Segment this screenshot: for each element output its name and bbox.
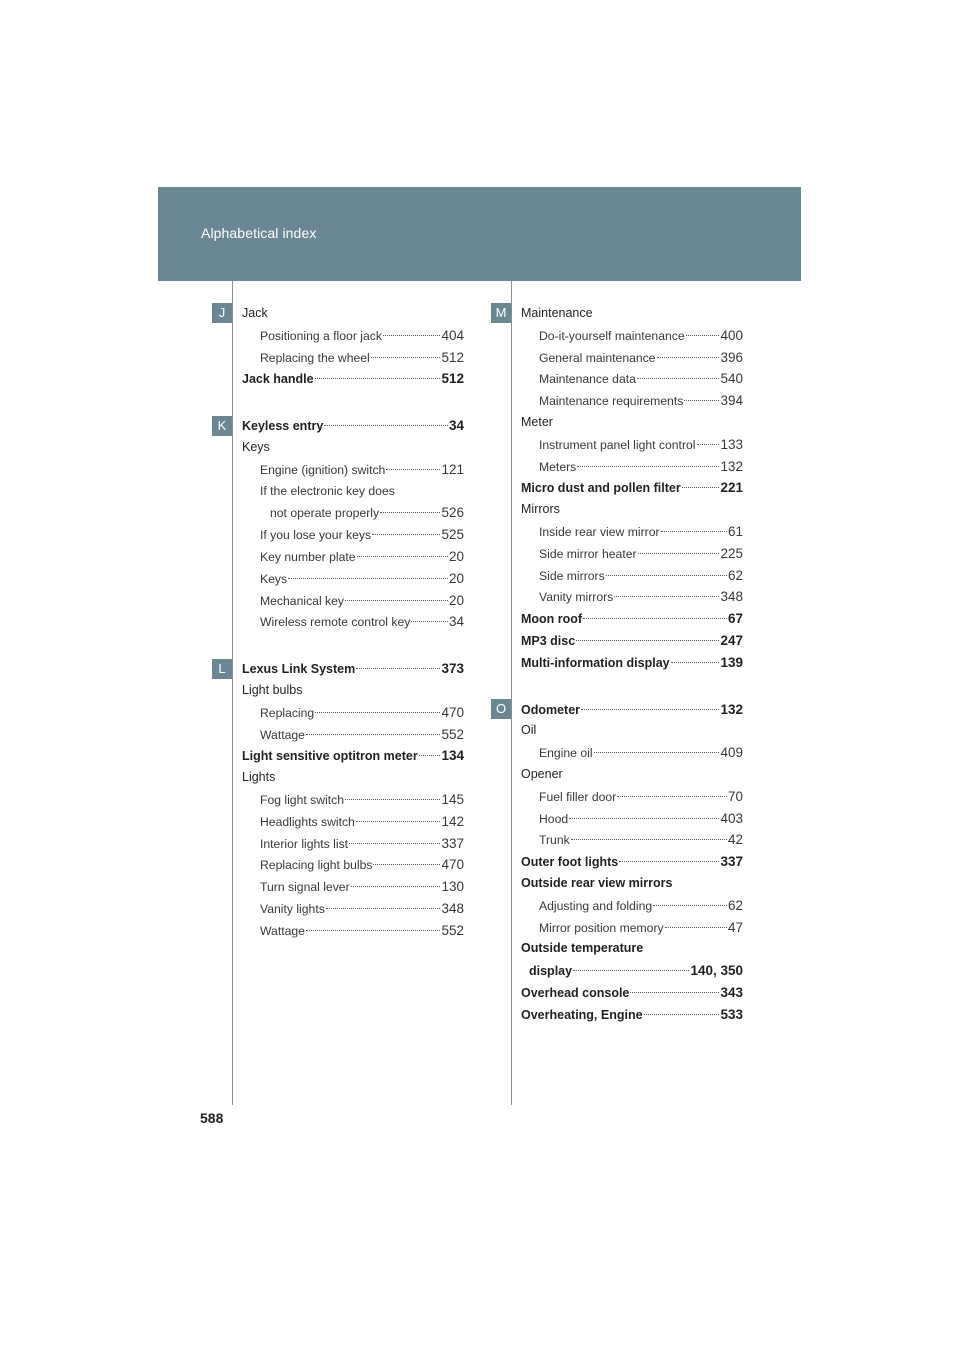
index-entry[interactable]: MP3 disc 247	[521, 632, 743, 648]
index-heading: Meter	[521, 414, 553, 429]
index-entry[interactable]: Maintenance data 540	[539, 371, 743, 387]
index-entry[interactable]: Fog light switch 145	[260, 791, 464, 807]
index-section-k	[242, 415, 464, 633]
index-heading: Mirrors	[521, 502, 560, 517]
index-entry[interactable]: Keyless entry 34	[242, 418, 464, 434]
index-entry[interactable]: not operate properly 526	[270, 505, 464, 521]
index-column-right	[521, 303, 743, 1026]
index-entry[interactable]: Wireless remote control key 34	[260, 614, 464, 630]
index-entry[interactable]: Vanity lights 348	[260, 900, 464, 916]
section-letter-j: J	[212, 303, 232, 323]
index-entry[interactable]: Fuel filler door 70	[539, 788, 743, 804]
index-section-l	[242, 658, 464, 941]
column-divider-right	[511, 281, 512, 1105]
index-entry[interactable]: Odometer 132	[521, 701, 743, 717]
index-entry[interactable]: display 140, 350	[529, 963, 743, 979]
section-letter-o: O	[491, 699, 511, 719]
index-entry[interactable]: Interior lights list 337	[260, 835, 464, 851]
index-entry[interactable]: Wattage 552	[260, 726, 464, 742]
index-entry[interactable]: Engine oil 409	[539, 745, 743, 761]
index-section-o	[521, 699, 743, 1026]
index-entry[interactable]: Do-it-yourself maintenance 400	[539, 327, 743, 343]
section-letter-m: M	[491, 303, 511, 323]
index-entry[interactable]: Inside rear view mirror 61	[539, 523, 743, 539]
section-letter-l: L	[212, 659, 232, 679]
index-section-m	[521, 303, 743, 674]
column-divider-left	[232, 281, 233, 1105]
index-heading: Maintenance	[521, 306, 593, 320]
index-column-left	[242, 303, 464, 942]
index-entry[interactable]: Replacing light bulbs 470	[260, 857, 464, 873]
index-heading: Keys	[242, 439, 270, 454]
page-number: 588	[200, 1110, 224, 1126]
index-entry[interactable]: Overhead console 343	[521, 984, 743, 1000]
index-entry[interactable]: Turn signal lever 130	[260, 879, 464, 895]
index-entry[interactable]: If you lose your keys 525	[260, 527, 464, 543]
index-entry[interactable]: Key number plate 20	[260, 548, 464, 564]
index-entry[interactable]: Side mirrors 62	[539, 567, 743, 583]
index-entry[interactable]: Mirror position memory 47	[539, 919, 743, 935]
index-entry[interactable]: Trunk 42	[539, 832, 743, 848]
index-entry[interactable]: Lexus Link System 373	[242, 661, 464, 677]
index-entry[interactable]: Multi-information display 139	[521, 654, 743, 670]
index-section-j	[242, 303, 464, 390]
index-heading: If the electronic key does	[260, 483, 395, 498]
index-heading: Light bulbs	[242, 682, 303, 697]
header-title: Alphabetical index	[201, 225, 317, 241]
index-entry[interactable]: Instrument panel light control 133	[539, 436, 743, 452]
section-letter-k: K	[212, 416, 232, 436]
index-heading: Lights	[242, 770, 276, 785]
index-entry[interactable]: Light sensitive optitron meter 134	[242, 748, 464, 764]
index-entry[interactable]: Wattage 552	[260, 922, 464, 938]
index-entry[interactable]: Engine (ignition) switch 121	[260, 461, 464, 477]
index-entry[interactable]: Jack handle 512	[242, 371, 464, 387]
index-entry[interactable]: General maintenance 396	[539, 349, 743, 365]
index-entry[interactable]: Vanity mirrors 348	[539, 589, 743, 605]
index-heading: Opener	[521, 766, 563, 781]
index-heading: Outside temperature	[521, 941, 644, 956]
index-entry[interactable]: Micro dust and pollen filter 221	[521, 480, 743, 496]
index-entry[interactable]: Hood 403	[539, 810, 743, 826]
index-entry[interactable]: Headlights switch 142	[260, 813, 464, 829]
index-heading: Oil	[521, 723, 537, 738]
index-heading: Outside rear view mirrors	[521, 875, 673, 890]
index-entry[interactable]: Mechanical key 20	[260, 592, 464, 608]
index-heading: Jack	[242, 306, 268, 320]
index-entry[interactable]: Overheating, Engine 533	[521, 1006, 743, 1022]
index-entry[interactable]: Adjusting and folding 62	[539, 897, 743, 913]
index-entry[interactable]: Replacing the wheel 512	[260, 349, 464, 365]
index-entry[interactable]: Replacing 470	[260, 704, 464, 720]
index-entry[interactable]: Moon roof 67	[521, 611, 743, 627]
page-header	[158, 187, 801, 281]
index-entry[interactable]: Keys 20	[260, 570, 464, 586]
index-entry[interactable]: Positioning a floor jack 404	[260, 327, 464, 343]
index-entry[interactable]: Side mirror heater 225	[539, 545, 743, 561]
index-entry[interactable]: Meters 132	[539, 458, 743, 474]
index-entry[interactable]: Outer foot lights 337	[521, 854, 743, 870]
index-entry[interactable]: Maintenance requirements 394	[539, 393, 743, 409]
